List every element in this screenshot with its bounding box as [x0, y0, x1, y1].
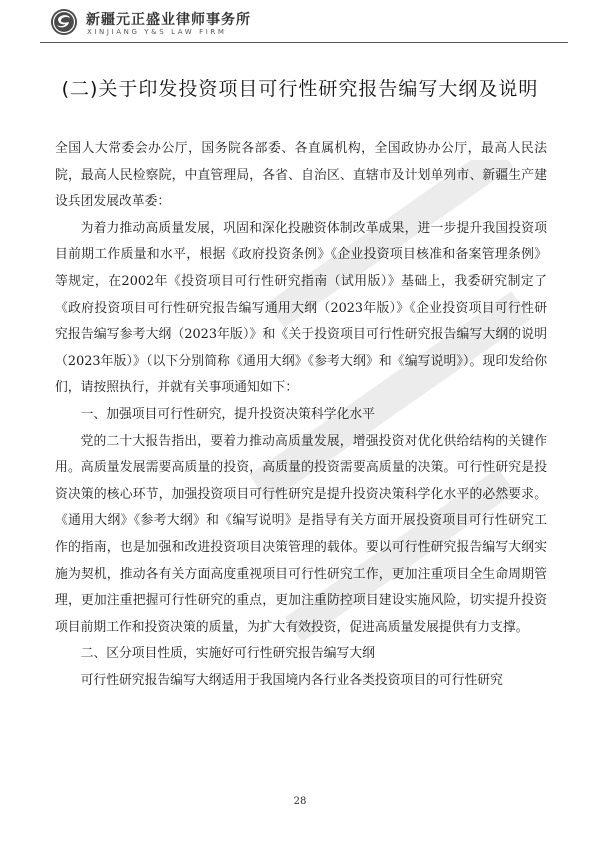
header-divider	[40, 42, 568, 43]
page-number: 28	[293, 796, 307, 807]
body-paragraph: 为着力推动高质量发展，巩固和深化投融资体制改革成果，进一步提升我国投资项目前期工作质量和水平，根据《政府投资条例》《企业投资项目核准和备案管理条例》等规定，在2002年《投资项目可行性研究指南（试用版）》基础上，我委研究制定了《政府投资项目可行性研究报告编写通用大纲（2023年版）》《企业投资项目可行性研究报告编写参考大纲（2023年版）》和《关于投资项目可行性研究报告编写大纲的说明（2023年版）》（以下分别简称《通用大纲》《参考大纲》和《编写说明》）。现印发给你们，请按照执行，并就有关事项通知如下：	[55, 220, 547, 396]
body-paragraph: 党的二十大报告指出，要着力推动高质量发展，增强投资对优化供给结构的关键作用。高质量发展需要高质量的投资，高质量的投资需要高质量的决策。可行性研究是投资决策的核心环节，加强投资项目可行性研究是提升投资决策科学化水平的必然要求。《通用大纲》《参考大纲》和《编写说明》是指导有关方面开展投资项目可行性研究工作的指南，也是加强和改进投资项目决策管理的载体。要以可行性研究报告编写大纲实施为契机，推动各有关方面高度重视项目可行性研究工作，更加注重项目全生命周期管理，更加注重把握可行性研究的重点，更加注重防控项目建设实施风险，切实提升投资项目前期工作和投资决策的质量，为扩大有效投资，促进高质量发展提供有力支撑。	[55, 433, 547, 635]
firm-name-en: XINJIANG Y&S LAW FIRM	[87, 28, 227, 36]
firm-logo-icon	[50, 8, 78, 36]
addressee-paragraph: 全国人大常委会办公厅，国务院各部委、各直属机构，全国政协办公厅，最高人民法院，最高人民检察院，中直管理局，各省、自治区、直辖市及计划单列市、新疆生产建设兵团发展改革委：	[55, 141, 547, 210]
section-heading: 二、区分项目性质，实施好可行性研究报告编写大纲	[80, 646, 375, 662]
firm-name-cn: 新疆元正盛业律师事务所	[86, 12, 251, 28]
section-heading: 一、加强项目可行性研究，提升投资决策科学化水平	[80, 406, 375, 422]
document-body	[55, 136, 547, 694]
document-title: (二)关于印发投资项目可行性研究报告编写大纲及说明	[61, 78, 539, 100]
letterhead	[50, 6, 370, 40]
body-paragraph: 可行性研究报告编写大纲适用于我国境内各行业各类投资项目的可行性研究	[80, 672, 503, 688]
